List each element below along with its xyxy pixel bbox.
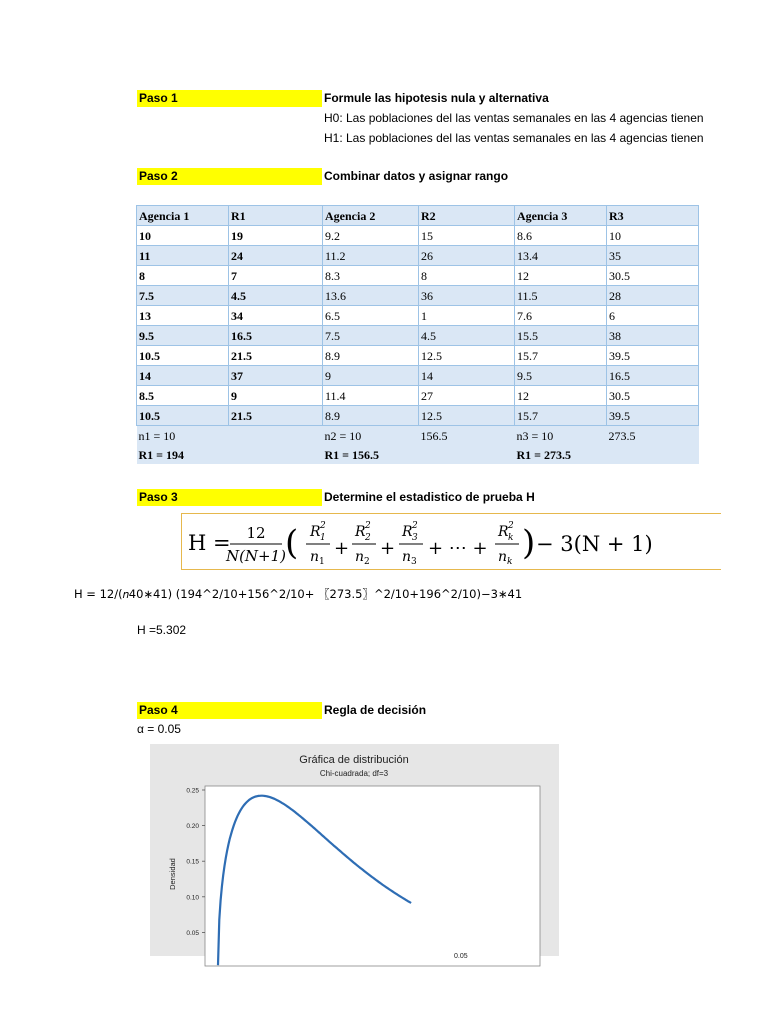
table-cell: 11 [137,246,229,266]
table-cell: 7.5 [323,326,419,346]
table-cell: 6 [607,306,699,326]
table-cell: 7.6 [515,306,607,326]
svg-text:k: k [508,533,514,543]
svg-text:3: 3 [411,557,417,567]
svg-text:+: + [334,538,350,559]
table-cell: Agencia 3 [515,206,607,226]
table-cell: 21.5 [229,346,323,366]
chart-title: Gráfica de distribución [299,754,409,766]
formula-numerator: 12 [246,524,266,542]
step-1-label: Paso 1 [137,90,322,107]
svg-text:n: n [310,549,320,565]
y-tick-label: 0.10 [186,894,199,902]
table-cell: 39.5 [607,346,699,366]
table-cell: 15.7 [515,406,607,426]
table-cell: 15.7 [515,346,607,366]
table-cell: Agencia 1 [137,206,229,226]
svg-text:R: R [402,524,413,540]
formula-tail: − 3(N + 1) [536,532,653,556]
table-cell: 273.5 [607,426,699,446]
svg-text:+: + [380,538,396,559]
table-summary-row [137,445,699,464]
svg-text:R: R [498,524,509,540]
table-cell: Agencia 2 [323,206,419,226]
table-row [137,246,699,266]
table-cell: 14 [137,366,229,386]
h-computation: H = 12/(𝑛40∗41) (194^2/10+156^2/10+ 〖273.5〗^2/10+196^2/10)−3∗41 [74,587,523,601]
table-cell: 8.5 [137,386,229,406]
table-cell: 11.4 [323,386,419,406]
kruskal-wallis-formula [181,513,721,570]
svg-text:1: 1 [320,533,326,543]
formula-denominator: N(N+1) [225,547,287,565]
table-cell: R2 [419,206,515,226]
table-cell: 9 [229,386,323,406]
table-cell: R1 = 273.5 [515,445,607,464]
table-cell: 15 [419,226,515,246]
y-axis-label: Densidad [168,858,177,890]
table-cell: n2 = 10 [323,426,419,446]
table-row [137,226,699,246]
h1-hypothesis: H1: Las poblaciones del las ventas semanales en las 4 agencias tienen [324,131,704,145]
chart-subtitle: Chi-cuadrada; df=3 [319,769,389,778]
table-cell: 12 [515,266,607,286]
table-cell: 16.5 [229,326,323,346]
table-cell: 12 [515,386,607,406]
table-cell: 9.5 [137,326,229,346]
table-cell: 10 [607,226,699,246]
table-cell [419,445,515,464]
table-summary-row [137,426,699,446]
table-cell: 30.5 [607,386,699,406]
step-2-label: Paso 2 [137,168,322,185]
table-cell: 10.5 [137,346,229,366]
svg-text:1: 1 [319,557,325,567]
svg-text:2: 2 [365,533,371,543]
table-cell: R1 = 194 [137,445,229,464]
svg-text:2: 2 [364,557,370,567]
table-row [137,306,699,326]
table-cell: 27 [419,386,515,406]
table-cell: 12.5 [419,406,515,426]
table-cell: 8.6 [515,226,607,246]
table-cell [229,445,323,464]
table-cell: 37 [229,366,323,386]
svg-text:2: 2 [365,521,371,531]
table-cell: 8.3 [323,266,419,286]
table-cell: 1 [419,306,515,326]
step-4-label: Paso 4 [137,702,322,719]
svg-text:2: 2 [320,521,326,531]
table-cell: 10 [137,226,229,246]
table-cell: R1 [229,206,323,226]
table-row [137,266,699,286]
svg-text:R: R [355,524,366,540]
tail-area-annotation: 0.05 [454,953,468,960]
table-cell: 8 [137,266,229,286]
svg-text:(: ( [285,523,299,563]
table-cell: 28 [607,286,699,306]
step-3-label: Paso 3 [137,489,322,506]
table-cell: 8.9 [323,346,419,366]
table-cell: n3 = 10 [515,426,607,446]
table-cell: 16.5 [607,366,699,386]
table-header-row [137,206,699,226]
svg-text:R: R [310,524,321,540]
formula-lhs: H = [188,531,231,555]
table-cell: 6.5 [323,306,419,326]
table-row [137,326,699,346]
svg-text:2: 2 [508,521,514,531]
distribution-chart [150,744,559,960]
table-cell: R3 [607,206,699,226]
table-row [137,286,699,306]
table-cell: 8 [419,266,515,286]
table-cell: n1 = 10 [137,426,229,446]
table-row [137,346,699,366]
table-cell: 19 [229,226,323,246]
table-cell: 11.5 [515,286,607,306]
formula-svg [182,514,722,571]
alpha-value: α = 0.05 [137,722,181,736]
table-cell: 35 [607,246,699,266]
table-cell: 8.9 [323,406,419,426]
table-cell: 30.5 [607,266,699,286]
table-cell: 14 [419,366,515,386]
table-cell: 9.2 [323,226,419,246]
ranks-table [136,205,699,464]
step-2-title: Combinar datos y asignar rango [324,169,509,183]
h0-hypothesis: H0: Las poblaciones del las ventas semanales en las 4 agencias tienen [324,111,704,125]
table-cell: 13 [137,306,229,326]
y-tick-label: 0.20 [186,823,199,831]
svg-text:k: k [507,557,513,567]
table-cell: 34 [229,306,323,326]
table-cell: 7.5 [137,286,229,306]
table-cell: 24 [229,246,323,266]
table-cell: 13.6 [323,286,419,306]
chart-svg [150,744,559,960]
table-row [137,406,699,426]
svg-text:): ) [522,523,536,563]
table-cell: 38 [607,326,699,346]
table-cell: 7 [229,266,323,286]
step-1-title: Formule las hipotesis nula y alternativa [324,91,549,105]
svg-text:n: n [402,549,412,565]
h-result: H =5.302 [137,623,187,637]
table-cell: 39.5 [607,406,699,426]
table-cell: 4.5 [229,286,323,306]
table-cell: 11.2 [323,246,419,266]
table-cell: 10.5 [137,406,229,426]
step-3-title: Determine el estadistico de prueba H [324,490,535,504]
table-cell: 4.5 [419,326,515,346]
svg-text:+ ⋯ +: + ⋯ + [428,538,488,559]
step-4-title: Regla de decisión [324,703,427,717]
table-cell [607,445,699,464]
table-row [137,386,699,406]
table-cell: 12.5 [419,346,515,366]
table-cell: 156.5 [419,426,515,446]
table-cell: 21.5 [229,406,323,426]
table-row [137,366,699,386]
svg-text:2: 2 [412,521,418,531]
y-tick-label: 0.25 [186,787,199,795]
svg-text:n: n [498,549,508,565]
table-cell: 15.5 [515,326,607,346]
table-cell: 36 [419,286,515,306]
table-cell: R1 = 156.5 [323,445,419,464]
table-cell: 9 [323,366,419,386]
y-tick-label: 0.15 [186,858,199,866]
svg-text:n: n [355,549,365,565]
table-cell: 9.5 [515,366,607,386]
y-tick-label: 0.05 [186,929,199,937]
svg-text:3: 3 [412,533,418,543]
table-cell [229,426,323,446]
table-cell: 13.4 [515,246,607,266]
table-cell: 26 [419,246,515,266]
